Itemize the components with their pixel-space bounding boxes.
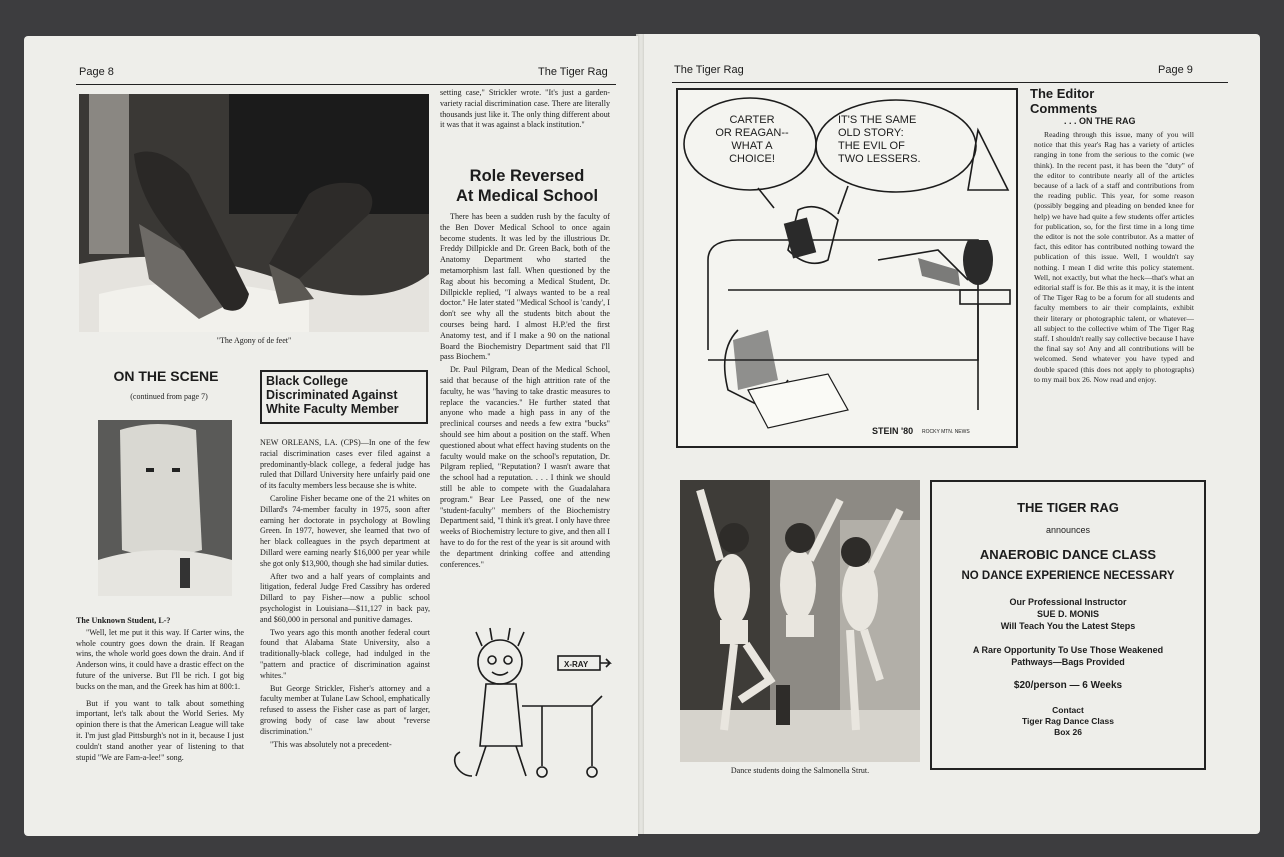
medical-headline [442, 166, 612, 206]
article-paragraph: Dr. Paul Pilgram, Dean of the Medical School, said that because of the high attrition rate of the faculty, he was "having to take drastic measures to replace the vacancies." He further stated that anyone who made a high pass in any of the preclinical courses and needs a few extra "bucks" should see him about a position on the staff. When questioned about what effect having students on the faculty would make on the school's reputation, Dr. Pilgram replied, "Reputation? I wasn't aware that the school had a reputation. . . . I think we should still be able to compete with the Guadalahara program." Bear Lee Passed, one of the new "student-faculty" members of the Biochemistry Department said, "I think it's great. I only have three weeks of Biochemistry lecture to give, and then all I have to do for the rest of the year is sit around with the department drinking coffee and attending conferences." [440, 365, 610, 569]
article-paragraph: But George Strickler, Fisher's attorney and a faculty member at Tulane Law School, emphatically refused to assess the Fisher case as part of larger, growing body of case law about "reverse discrimination." [260, 683, 430, 736]
ad-instructor [932, 596, 1204, 632]
bag-head-photo [98, 420, 232, 596]
bubble-line: TWO LESSERS. [838, 153, 921, 165]
cartoonist-signature: STEIN '80 [872, 426, 914, 436]
bubble-line: IT'S THE SAME [838, 114, 917, 126]
editor-title [1030, 86, 1097, 116]
tiger-xray-illustration [442, 626, 622, 786]
ad-price: $20/person — 6 Weeks [1013, 680, 1123, 691]
ad-opportunity-line: A Rare Opportunity To Use Those Weakened [972, 645, 1164, 655]
ad-instructor-line: Our Professional Instructor [1009, 597, 1127, 607]
masthead: The Tiger Rag [538, 66, 608, 78]
ad-opportunity-line: Pathways—Bags Provided [1011, 657, 1125, 667]
header-rule [672, 82, 1228, 83]
dance-class-ad [930, 480, 1206, 770]
page-number: Page 8 [79, 66, 114, 78]
continuation-text: setting case," Strickler wrote. "It's just a garden-variety racial discrimination case. There are literally thousands just like it. The only thing different about it was that it was against a black institution." [440, 88, 610, 130]
ad-headline: ANAEROBIC DANCE CLASS [979, 547, 1157, 562]
bubble-line: CARTER [729, 114, 775, 126]
on-the-scene-title: ON THE SCENE [113, 368, 219, 384]
medical-text [440, 212, 610, 606]
ad-title: THE TIGER RAG [1017, 500, 1119, 515]
ad-subhead: NO DANCE EXPERIENCE NECESSARY [961, 570, 1175, 582]
article-paragraph: NEW ORLEANS, LA. (CPS)—In one of the few racial discrimination cases ever filed against a predominantly-black college, a federal judge has ruled that Dillard University here unfairly paid one of its faculty members less because she is white. [260, 438, 430, 491]
article-paragraph: After two and a half years of complaints and litigation, federal Judge Fred Cassibry has ordered Dillard to pay Fisher—now a public school psychologist in Louisiana—$11,127 in back pay, and $60,000 in personal and punitive damages. [260, 571, 430, 624]
continued-note: (continued from page 7) [130, 392, 208, 401]
ad-contact-line: Tiger Rag Dance Class [1022, 716, 1114, 726]
right-page [644, 34, 1260, 834]
bubble-line: OLD STORY: [838, 127, 904, 139]
bubble-line: THE EVIL OF [838, 140, 905, 152]
xray-sign-label: X-RAY [564, 660, 589, 669]
speech-bubble-right [838, 114, 952, 166]
left-page [24, 36, 638, 836]
dance-caption: Dance students doing the Salmonella Strut. [730, 766, 870, 775]
ad-opportunity [932, 644, 1204, 668]
bubble-line: WHAT A [731, 140, 773, 152]
feet-photo [79, 94, 429, 332]
header-rule [76, 84, 616, 85]
editor-paragraph: Reading through this issue, many of you will notice that this year's Rag has a variety of articles ranging in tone from the serious to the comic (we think). In the recent past, it has been the "duty" of the editor to contribute nearly all of the articles because of a lack of a staff and contributions from the reading public. This year, for some reason (possibly begging and pleading on bended knee for help) we have had quite a few students offer articles for publication, so, for the first time in a long time the editor is not the sole contributor. As a matter of fact, this editor has contributed nothing toward the publication of this issue. Well, I wouldn't say nothing. I mean I did write this policy statement. Well, not exactly, but what the heck—that's what an editorial staff is for. Be this as it may, it is the intent of The Tiger Rag to be a forum for all students and faculty members to air their complaints, exhibit their literary or photographic talent, or whatever—all subject to the collective whim of The Tiger Rag staff. I shouldn't really say collective because I have the final say so! Any and all contributions will be welcomed. Send whatever you have typed and double spaced (this does not apply to photographs) to my mail box 26. Now read and enjoy. [1034, 130, 1194, 384]
article-paragraph: Caroline Fisher became one of the 21 whites on Dillard's 74-member faculty in 1975, soon after earning her doctorate in psychology at Bowling Green. In 1977, however, she learned that two of her black colleagues in the psych department at Dillard were earning nearly $16,000 per year while she got only $13,900, though she had similar duties. [260, 493, 430, 568]
cartoon-credit: ROCKY MTN. NEWS [922, 429, 970, 435]
ad-contact [932, 705, 1204, 738]
black-college-headline-box [260, 370, 428, 424]
black-college-text [260, 438, 430, 830]
medical-headline-line: Role Reversed [469, 167, 585, 185]
article-paragraph: There has been a sudden rush by the faculty of the Ben Dover Medical School to once again become students. It was led by the illustrious Dr. Freddy Dillpickle and Dr. Green Back, both of the Anatomy Department who started the metamorphism last fall. When questioned by the Rag about his becoming a Medical Student, Dr. Dillpickle replied, "I always wanted to be a real doctor." He later stated "Medical School is 'candy', I don't see why all the students bitch about the courses being hard. I almost H.P.'ed the first Anatomy test, and if I make a 90 on the national Board the Biochemistry Department said that I'll pass Biochem." [440, 212, 610, 362]
bubble-line: OR REAGAN-- [715, 127, 789, 139]
editor-title-line: Comments [1030, 101, 1098, 116]
editor-title-line: The Editor [1030, 86, 1095, 101]
page-number: Page 9 [1158, 64, 1193, 76]
ad-instructor-line: Will Teach You the Latest Steps [1000, 621, 1136, 631]
article-paragraph: Two years ago this month another federal court found that Alabama State University, also a traditionally-black college, had indulged in the "pattern and practice of discrimination against whites." [260, 627, 430, 680]
medical-headline-line: At Medical School [455, 187, 599, 205]
dance-photo [680, 480, 920, 762]
bubble-line: CHOICE! [729, 153, 775, 165]
black-college-headline: Black College Discriminated Against White Faculty Member [266, 374, 399, 416]
ad-announces: announces [1045, 525, 1091, 535]
ad-contact-line: Box 26 [1054, 727, 1082, 737]
scene-text [76, 616, 244, 826]
scene-subhead: The Unknown Student, L-? [76, 616, 171, 625]
article-paragraph: "This was absolutely not a precedent- [270, 739, 392, 749]
editor-subtitle: . . . ON THE RAG [1064, 116, 1136, 126]
ad-contact-line: Contact [1052, 705, 1084, 715]
scene-paragraph: "Well, let me put it this way. If Carter wins, the whole country goes down the drain. If Reagan wins, the whole world goes down the drain. And if Anderson wins, it could have a drastic effect on the future of the universe. But I'll be rich. I got big bucks on the man, and the Greek has him at 800:1. [76, 627, 244, 691]
political-cartoon [676, 88, 1018, 448]
editor-text [1034, 130, 1194, 450]
photo-caption: "The Agony of de feet" [216, 336, 292, 345]
ad-instructor-line: SUE D. MONIS [1036, 609, 1099, 619]
masthead: The Tiger Rag [674, 64, 744, 76]
scene-paragraph: But if you want to talk about something important, let's talk about the World Series. My opinion there is that the American League will take it. I'm just glad Pittsburgh's not in it, because I just couldn't stand another year of listening to that stupid "We are Fam-a-lee!" song. [76, 698, 244, 762]
speech-bubble-left [706, 114, 798, 166]
